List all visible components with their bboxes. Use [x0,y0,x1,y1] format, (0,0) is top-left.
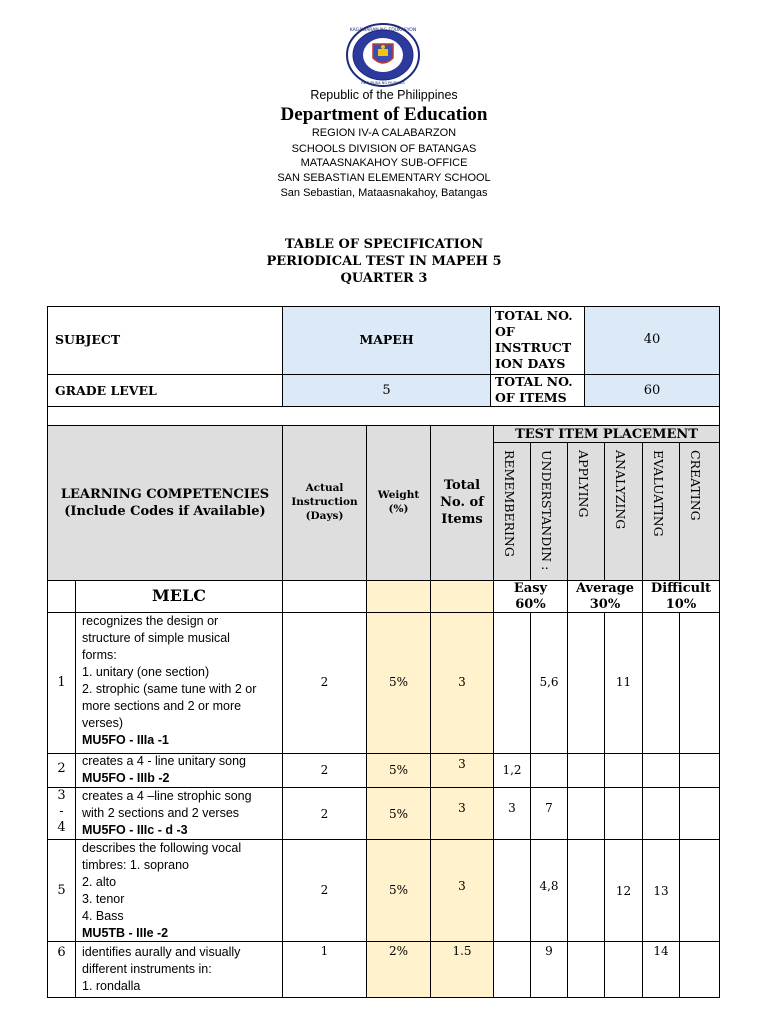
competency-code: MU5FO - IIIb -2 [82,771,170,785]
competency-text: creates a 4 - line unitary song MU5FO - IIIb -2 [82,753,282,787]
total-header-3: Items [441,512,483,527]
days-value: 1 [320,944,329,958]
weight-value: 2% [388,944,409,958]
doc-title-line2: PERIODICAL TEST IN MAPEH 5 [266,254,502,269]
items-value: 3 [458,757,466,771]
items-value: 3 [458,879,466,893]
understanding-value: 7 [545,801,553,815]
items-label-2: OF ITEMS [495,390,567,405]
melc-label: MELC [152,586,206,605]
actual-header-1: Actual [305,482,344,494]
competency-text: describes the following vocal timbres: 1. soprano 2. alto 3. tenor 4. Bass MU5TB - IIIe -2 [82,840,282,942]
days-value: 2 [320,763,329,777]
grade-label: GRADE LEVEL [55,383,157,398]
school-text: SAN SEBASTIAN ELEMENTARY SCHOOL [277,172,491,184]
applying-header: APPLYING [576,450,591,518]
evaluating-value: 13 [653,884,669,898]
subject-label: SUBJECT [55,332,121,347]
difficult-percent: 10% [665,597,697,612]
deped-seal-logo [345,22,421,88]
understanding-value: 9 [545,944,553,958]
total-header-2: No. of [440,495,484,510]
remembering-header: REMEMBERING [502,450,517,557]
actual-header-3: (Days) [305,510,344,522]
average-label: Average [575,581,635,596]
creating-header: CREATING [688,450,703,521]
weight-value: 5% [388,763,409,777]
instr-label-4: ION DAYS [495,356,566,371]
row-number: 6 [57,945,66,960]
competency-text: creates a 4 –line strophic song with 2 sections and 2 verses MU5FO - IIIc - d -3 [82,788,282,839]
doc-title-line1: TABLE OF SPECIFICATION [284,237,484,252]
remembering-value: 1,2 [502,763,522,777]
items-label-1: TOTAL NO. [495,374,573,389]
subject-value: MAPEH [359,332,414,347]
days-value: 2 [320,807,329,821]
analyzing-value: 11 [615,675,632,689]
understanding-value: 4,8 [539,879,559,893]
competencies-header-2: (Include Codes if Available) [64,504,266,519]
competency-text: recognizes the design or structure of simple musical forms: 1. unitary (one section) 2. strophic (same tune with 2 or more sections and 2 or more verses) MU5FO - IIIa -1 [82,613,282,749]
understanding-header: UNDERSTANDIN : [539,450,554,571]
competency-code: MU5FO - IIIc - d -3 [82,823,188,837]
test-item-placement-header: TEST ITEM PLACEMENT [515,427,698,442]
competency-text: identifies aurally and visually different instruments in: 1. rondalla [82,945,241,993]
items-value: 3 [458,801,466,815]
difficult-label: Difficult [650,581,712,596]
total-header-1: Total [443,478,481,493]
average-percent: 30% [589,597,621,612]
understanding-value: 5,6 [539,675,559,689]
instr-label-2: OF [495,324,515,339]
competency-code: MU5TB - IIIe -2 [82,926,169,940]
competency-code: MU5FO - IIIa -1 [82,733,169,747]
seal-text-bottom: REPUBLIKA NG PILIPINAS [361,81,405,85]
days-value: 2 [320,675,329,689]
row-number: 1 [57,675,66,690]
days-value: 2 [320,883,329,897]
suboffice-text: MATAASNAKAHOY SUB-OFFICE [300,157,468,169]
row-number: 5 [57,883,66,898]
competencies-header-1: LEARNING COMPETENCIES [60,487,270,502]
evaluating-value: 14 [653,944,669,958]
row-number: 3 - 4 [57,788,66,835]
instr-label-1: TOTAL NO. [495,308,573,323]
doc-title-line3: QUARTER 3 [340,271,428,286]
analyzing-value: 12 [615,884,632,898]
weight-value: 5% [388,675,409,689]
easy-percent: 60% [515,597,546,612]
seal-text-top: KAGAWARAN NG EDUKASYON [349,28,417,33]
instr-days-value: 40 [643,332,661,347]
instr-label-3: INSTRUCT [495,340,572,355]
weight-value: 5% [388,883,409,897]
items-value: 1.5 [452,944,472,958]
items-value: 3 [458,675,466,689]
weight-header-2: (%) [388,503,409,515]
remembering-value: 3 [508,801,516,815]
row-number: 2 [57,761,66,776]
grade-value: 5 [382,383,391,398]
actual-header-2: Instruction [291,496,358,508]
total-items-value: 60 [643,383,661,398]
easy-label: Easy [513,581,548,596]
weight-header-1: Weight [377,489,420,501]
region-text: REGION IV-A CALABARZON [311,127,457,139]
evaluating-header: EVALUATING [651,450,666,537]
republic-text: Republic of the Philippines [310,88,458,102]
division-text: SCHOOLS DIVISION OF BATANGAS [291,143,477,155]
analyzing-header: ANALYZING [613,450,628,530]
weight-value: 5% [388,807,409,821]
address-text: San Sebastian, Mataasnakahoy, Batangas [280,187,488,199]
department-title: Department of Education [280,104,488,125]
